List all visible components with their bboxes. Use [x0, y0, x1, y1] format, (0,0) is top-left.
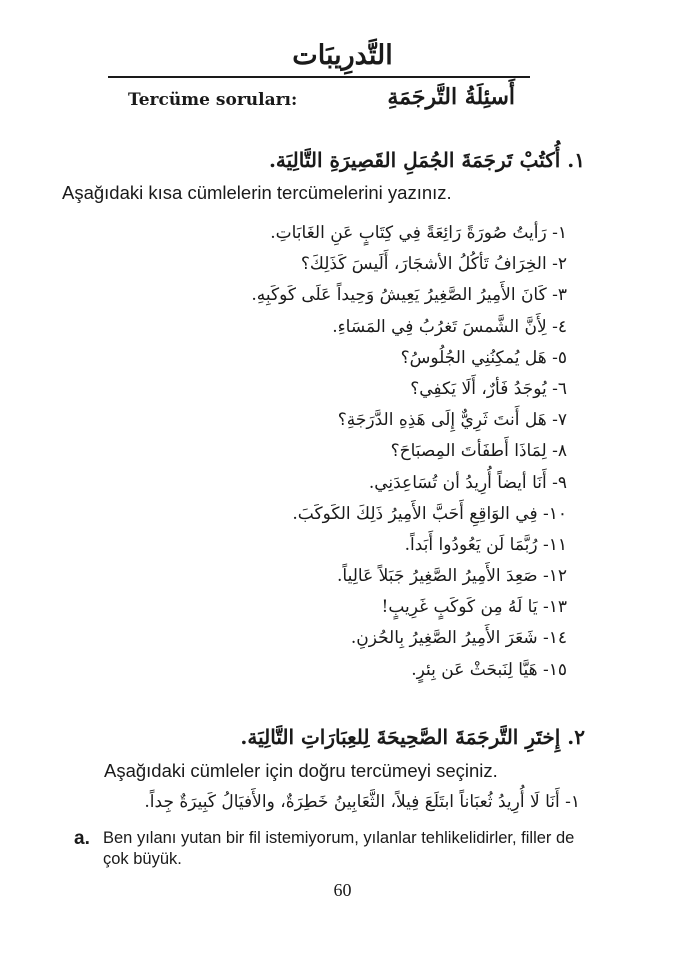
sentence-item: ٧- هَل أَنتَ ثَرِيٌّ إِلَى هَذِهِ الدَّرَجَةِ؟ — [337, 410, 567, 431]
sentence-item: ٨- لِمَاذَا أَطفَأتَ المِصبَاحَ؟ — [390, 441, 567, 462]
sentence-item: ٩- أَنَا أيضاً أُرِيدُ أن تُسَاعِدَنِي. — [368, 472, 567, 493]
title-divider — [108, 76, 530, 78]
option-letter: a. — [74, 828, 90, 849]
sentence-item: ٣- كَانَ الأَمِيرُ الصَّغِيرُ يَعِيشُ وَحِيداً عَلَى كَوكَبِهِ. — [251, 285, 567, 306]
sentence-item: ١٠- فِي الوَاقِعِ أَحَبَّ الأَمِيرُ ذَلِكَ الكَوكَبَ. — [292, 503, 567, 524]
page-title: التَّدرِيبَات — [292, 40, 393, 71]
sentence-item: ٢- الخِرَافُ تَأكُلُ الأشجَارَ، أَلَيسَ كَذَلِكَ؟ — [300, 254, 567, 275]
sentence-item: ١٣- يَا لَهُ مِن كَوكَبٍ غَرِيبٍ! — [381, 597, 567, 618]
exercise1-subheading: Aşağıdaki kısa cümlelerin tercümelerini yazınız. — [62, 182, 452, 203]
page-number: 60 — [333, 880, 352, 900]
exercise2-subheading: Aşağıdaki cümleler için doğru tercümeyi seçiniz. — [104, 760, 498, 781]
section-label-turkish: Tercüme soruları: — [128, 90, 298, 110]
sentence-item: ١١- رُبَّمَا لَن يَعُودُوا أَبَداً. — [404, 534, 567, 555]
exercise2-heading: ٢. إِختَرِ التَّرجَمَةَ الصَّحِيحَةَ لِلعِبَارَاتِ التَّالِيَة. — [240, 725, 585, 749]
sentence-item: ١٤- شَعَرَ الأَمِيرُ الصَّغِيرُ بِالحُزنِ. — [350, 628, 567, 649]
exercise1-heading: ١. أُكتُبْ تَرجَمَةَ الجُمَلِ القَصِيرَةِ التَّالِيَة. — [268, 148, 585, 172]
exercise2-question: ١- أَنَا لَا أُرِيدُ ثُعبَاناً ابتَلَعَ فِيلاً، الثَّعَابِينُ خَطِرَةٌ، والأَفيَالُ كَبِيرَةٌ جِداً. — [144, 792, 580, 812]
section-label-arabic: أَسئِلَةُ التَّرجَمَةِ — [387, 84, 515, 110]
sentence-item: ٦- يُوجَدُ فَأرٌ، أَلَا يَكفِي؟ — [410, 378, 567, 399]
sentence-item: ٤- لِأَنَّ الشَّمسَ تَغرُبُ فِي المَسَاءِ. — [332, 316, 567, 337]
sentence-item: ٥- هَل يُمكِنُنِي الجُلُوسُ؟ — [400, 347, 567, 368]
sentence-item: ١٥- هَيَّا لِنَبحَثْ عَن بِئرٍ. — [411, 659, 567, 680]
sentence-item: ١٢- صَعِدَ الأَمِيرُ الصَّغِيرُ جَبَلاً عَالِياً. — [337, 566, 567, 587]
option-text: Ben yılanı yutan bir fil istemiyorum, yılanlar tehlikelidirler, filler de çok büyük. — [103, 829, 575, 868]
sentence-item: ١- رَأيتُ صُورَةً رَائِعَةً فِي كِتَابٍ عَنِ الغَابَاتِ. — [270, 223, 567, 243]
exercise1-sentence-list — [251, 218, 567, 686]
